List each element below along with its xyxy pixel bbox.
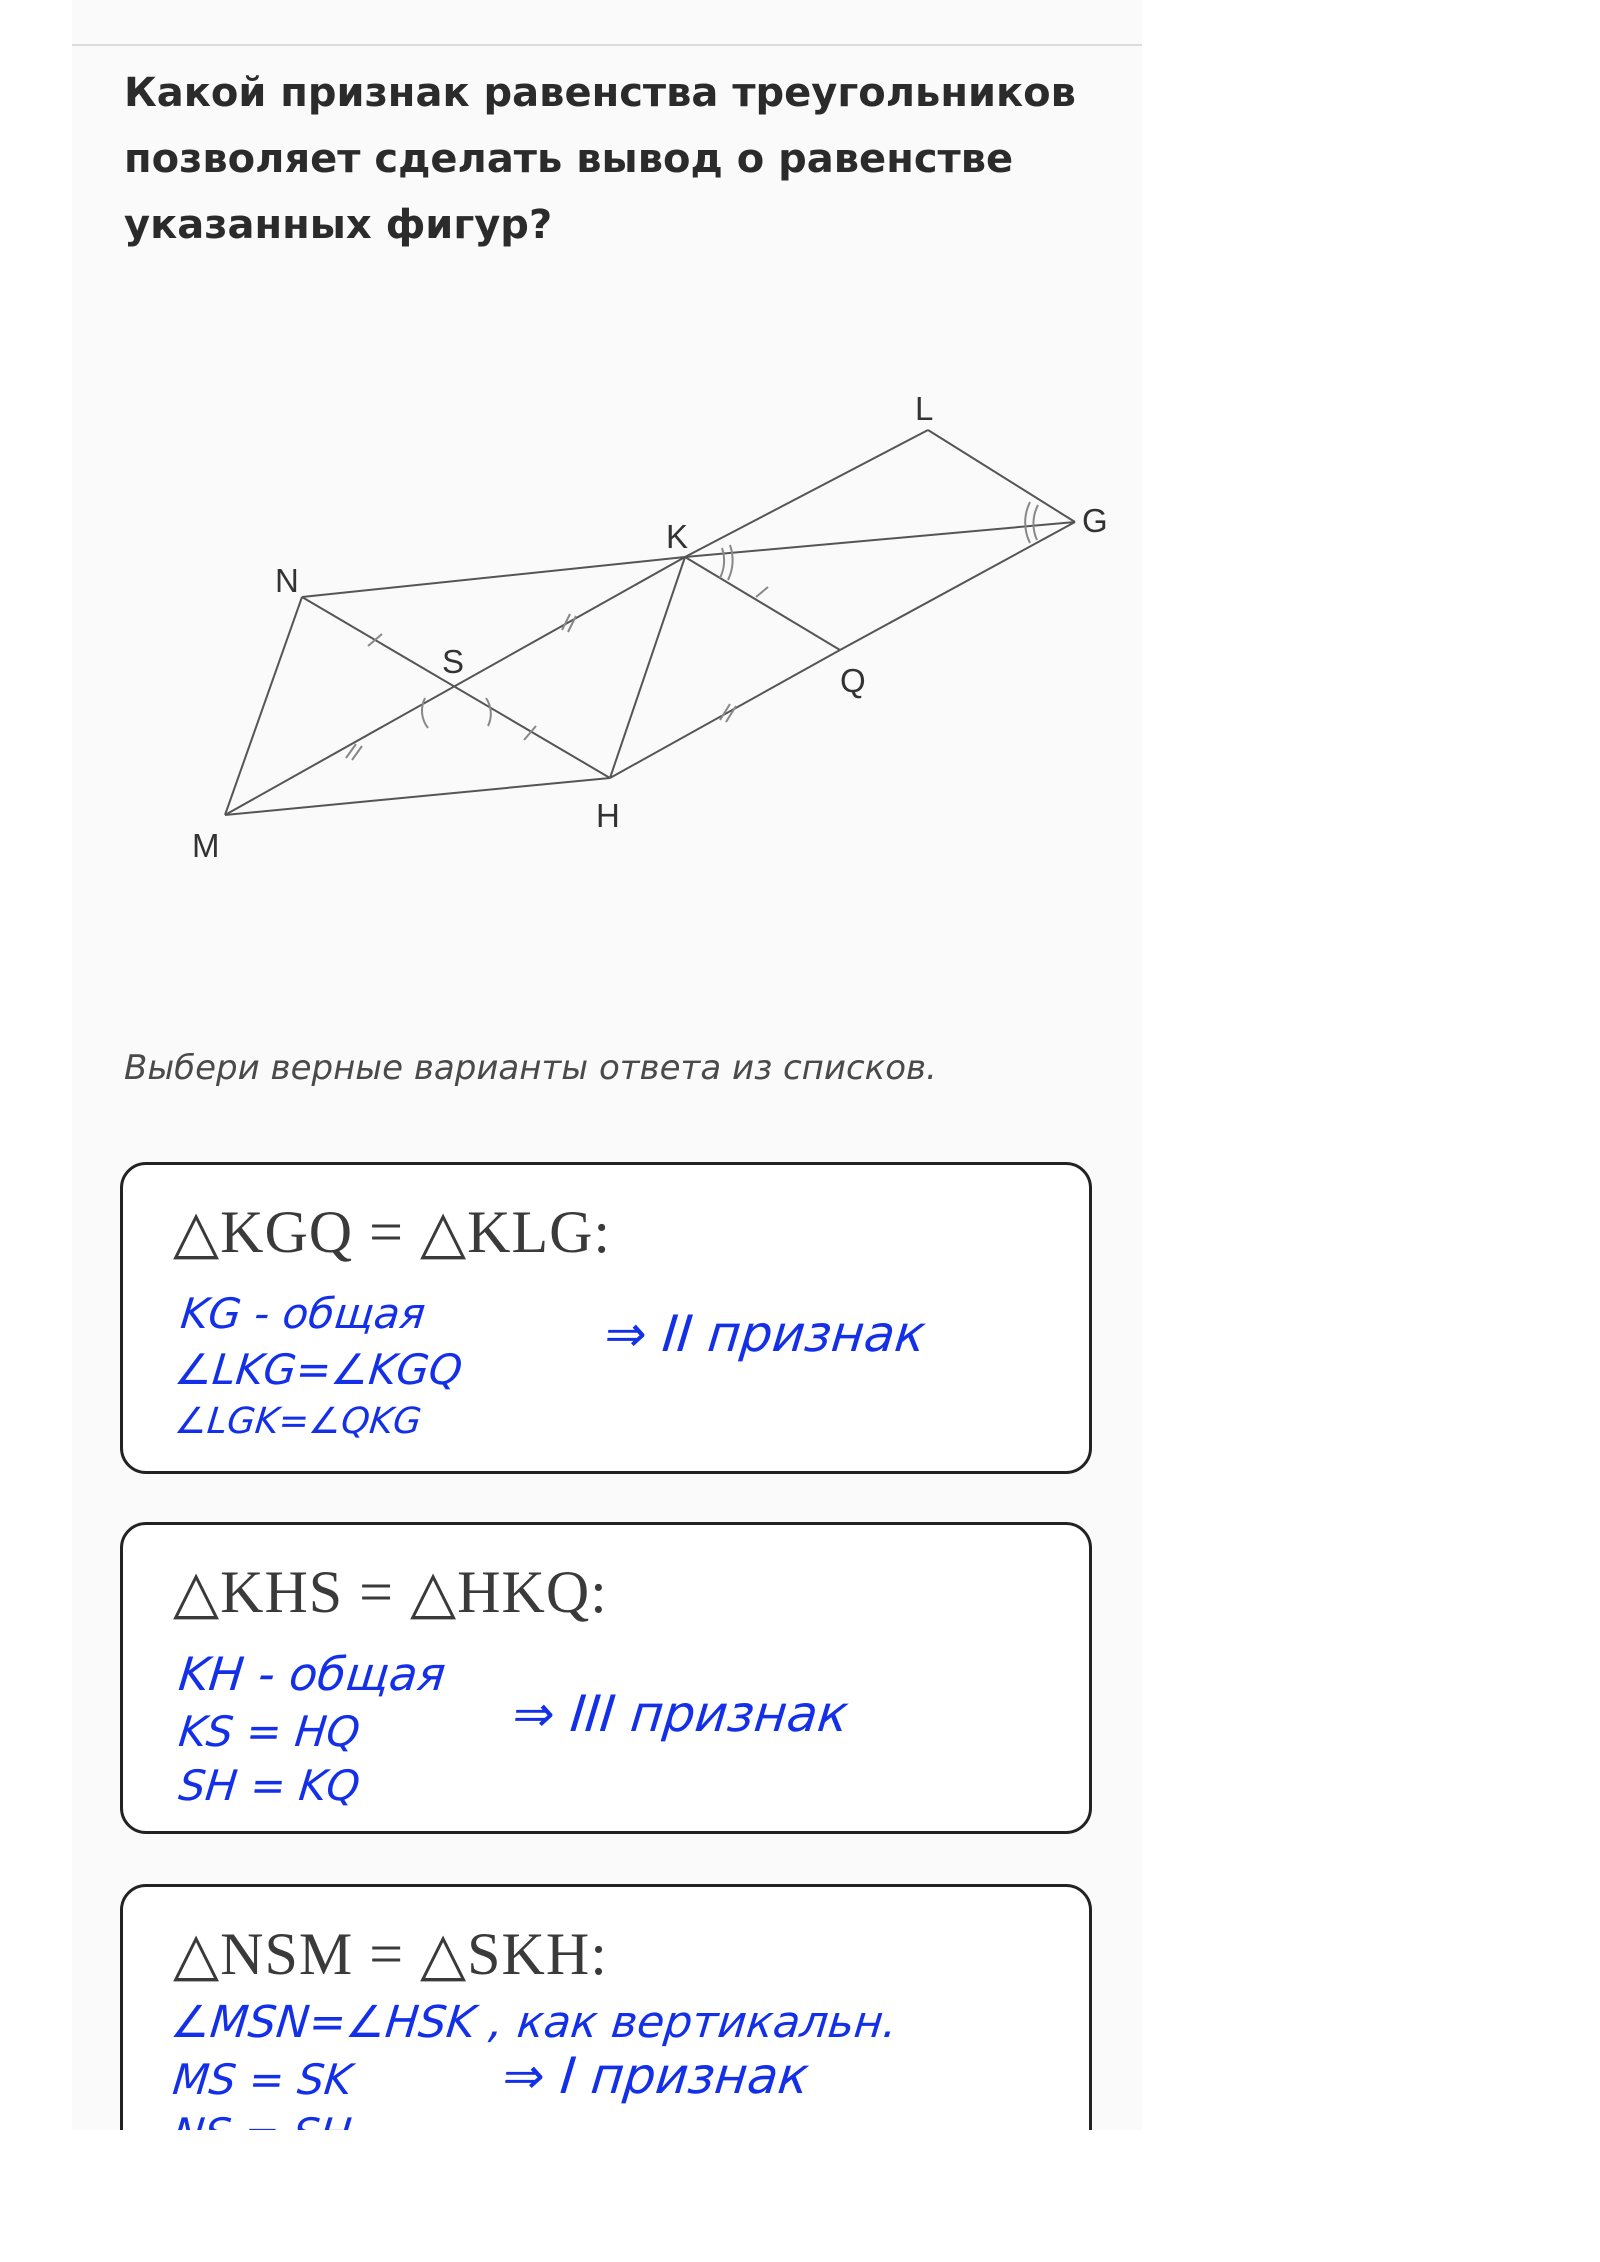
segment-NK <box>302 557 685 597</box>
tick-mark <box>756 587 768 597</box>
segment-GQ <box>840 522 1075 650</box>
angle-arc <box>728 545 733 580</box>
angle-arc <box>486 698 491 726</box>
question-line: Какой признак равенства треугольников <box>124 70 1076 116</box>
answer-card-2 <box>120 1522 1092 1834</box>
handwritten-conclusion: ⇒ III признак <box>509 1685 852 1743</box>
tick-mark <box>368 634 382 646</box>
handwritten-note: SH = KQ <box>176 1761 363 1810</box>
segment-NM <box>225 597 302 815</box>
handwritten-note: MS = SK <box>170 2055 355 2104</box>
geometry-figure <box>0 0 1200 900</box>
angle-arc <box>720 548 724 578</box>
handwritten-conclusion: ⇒ I признак <box>499 2047 812 2105</box>
card-title: △KHS = △HKQ: <box>173 1559 608 1625</box>
segment-QH <box>610 650 840 778</box>
segment-LG <box>928 430 1075 522</box>
handwritten-note: ∠MSN=∠HSK , как вертикальн. <box>168 1997 900 2048</box>
point-label-M: M <box>192 827 220 864</box>
card-title: △KGQ = △KLG: <box>173 1199 612 1265</box>
answer-card-1 <box>120 1162 1092 1474</box>
angle-arc <box>1025 502 1030 543</box>
point-label-Q: Q <box>840 662 866 699</box>
handwritten-note: ∠LKG=∠KGQ <box>172 1345 465 1394</box>
point-label-L: L <box>915 390 934 427</box>
point-label-H: H <box>596 797 620 834</box>
handwritten-note: KS = HQ <box>176 1707 363 1756</box>
angle-arc <box>1033 505 1038 540</box>
handwritten-conclusion: ⇒ II признак <box>601 1305 929 1363</box>
point-label-N: N <box>275 562 299 599</box>
handwritten-note: KH - общая <box>176 1647 449 1701</box>
question-line: указанных фигур? <box>124 202 553 248</box>
handwritten-note: KG - общая <box>178 1289 428 1338</box>
handwritten-note: ∠LGK=∠QKG <box>172 1401 424 1442</box>
point-label-G: G <box>1082 502 1108 539</box>
question-line: позволяет сделать вывод о равенстве <box>124 136 1014 182</box>
point-label-S: S <box>442 643 465 680</box>
instruction-text: Выбери верные варианты ответа из списков. <box>124 1048 937 1088</box>
card-title: △NSM = △SKH: <box>173 1921 608 1987</box>
segment-KH <box>610 557 685 778</box>
tick-mark <box>568 616 576 632</box>
page-bottom <box>72 2130 1142 2262</box>
segment-KQ <box>685 557 840 650</box>
point-label-K: K <box>666 518 689 555</box>
